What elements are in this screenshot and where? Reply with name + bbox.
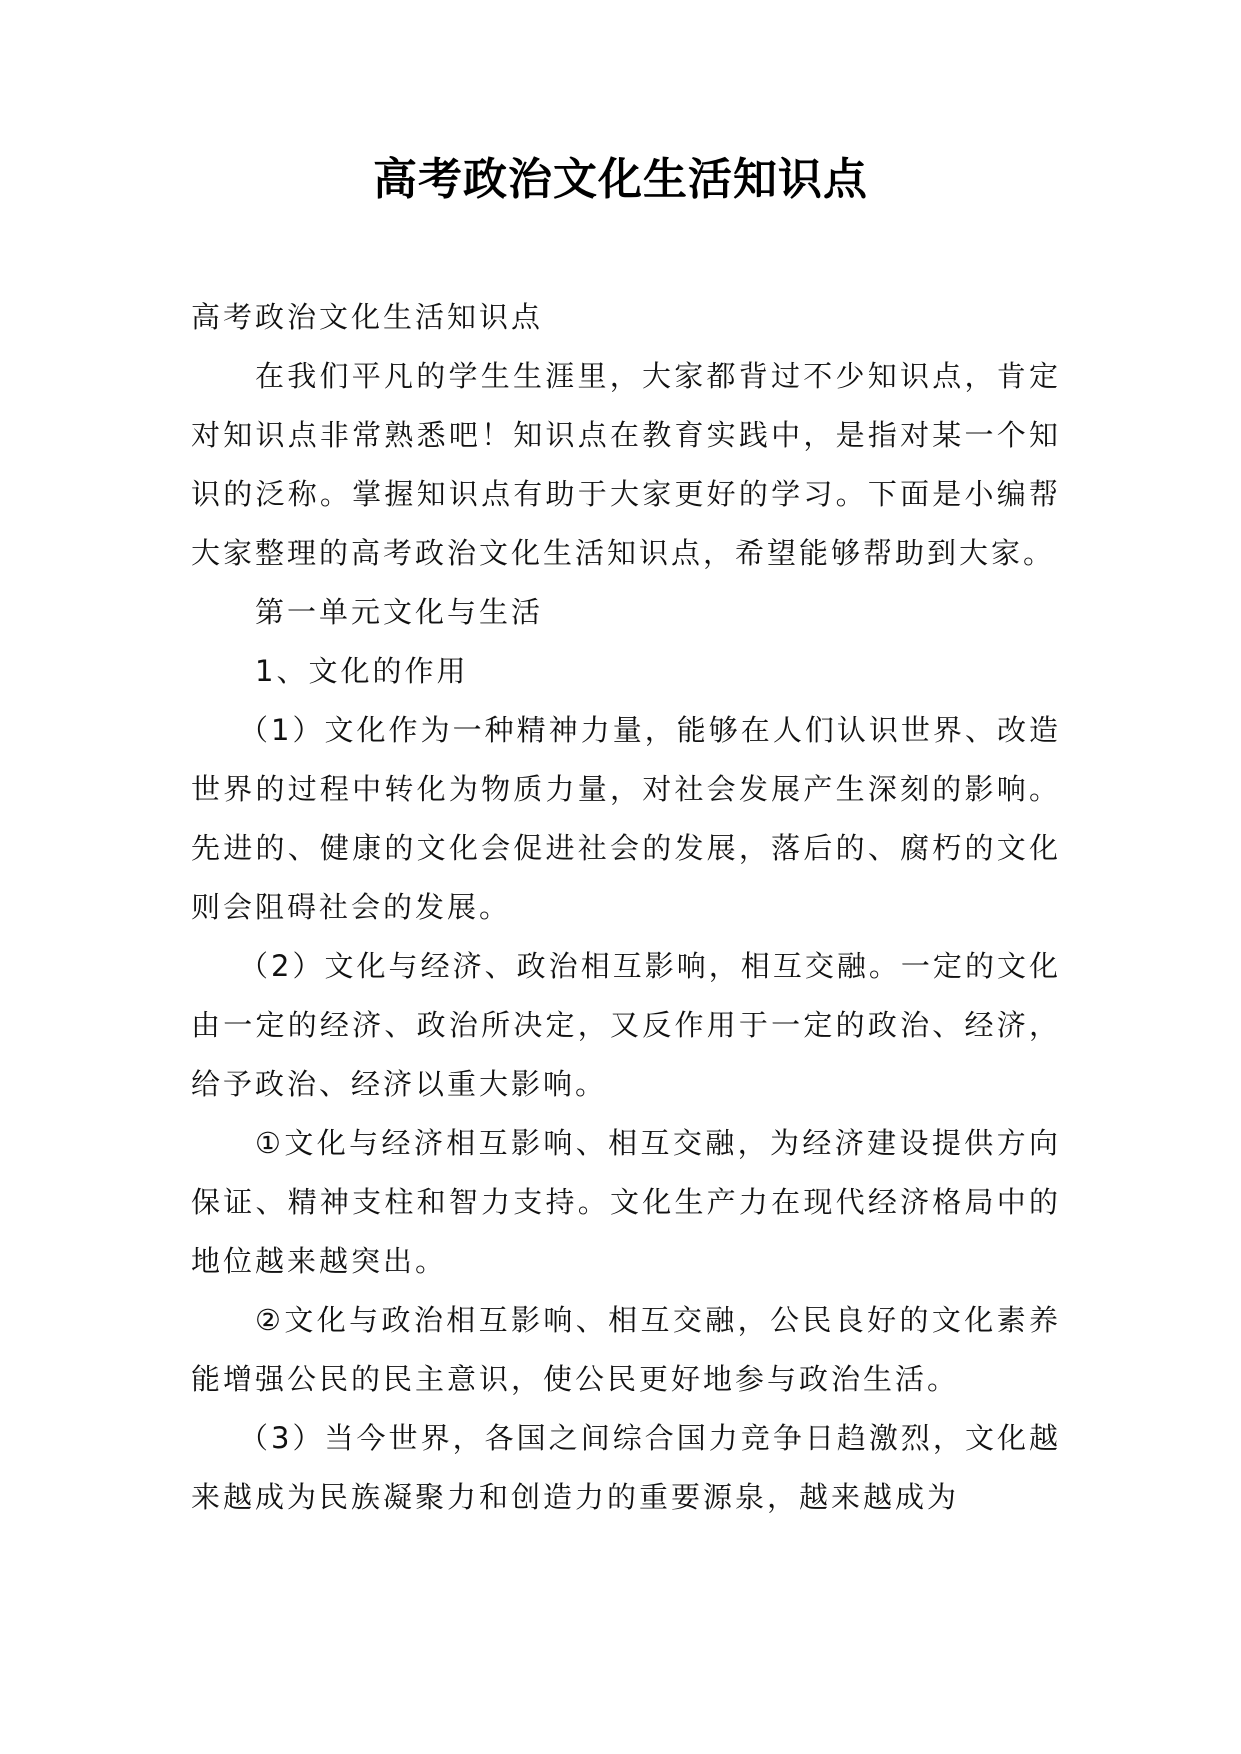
paragraph-point-2: （2）文化与经济、政治相互影响，相互交融。一定的文化由一定的经济、政治所决定，又反作用于一定的政治、经济，给予政治、经济以重大影响。	[191, 949, 1061, 1101]
paragraph-intro: 在我们平凡的学生生涯里，大家都背过不少知识点，肯定对知识点非常熟悉吧！知识点在教育实践中，是指对某一个知识的泛称。掌握知识点有助于大家更好的学习。下面是小编帮大家整理的高考政治文化生活知识点，希望能够帮助到大家。	[191, 359, 1061, 570]
subsection-heading: 1、文化的作用	[255, 654, 469, 688]
paragraph-subpoint-1: ①文化与经济相互影响、相互交融，为经济建设提供方向保证、精神支柱和智力支持。文化生产力在现代经济格局中的地位越来越突出。	[191, 1126, 1061, 1278]
paragraph-point-3: （3）当今世界，各国之间综合国力竞争日趋激烈，文化越来越成为民族凝聚力和创造力的重要源泉，越来越成为	[191, 1421, 1061, 1514]
paragraph-subpoint-2: ②文化与政治相互影响、相互交融，公民良好的文化素养能增强公民的民主意识，使公民更好地参与政治生活。	[191, 1303, 1061, 1396]
paragraph-point-1: （1）文化作为一种精神力量，能够在人们认识世界、改造世界的过程中转化为物质力量，对社会发展产生深刻的影响。先进的、健康的文化会促进社会的发展，落后的、腐朽的文化则会阻碍社会的发展。	[191, 713, 1061, 924]
document-body	[191, 288, 1061, 1527]
document-title: 高考政治文化生活知识点	[373, 154, 868, 205]
section-heading: 第一单元文化与生活	[255, 595, 544, 629]
paragraph-heading: 高考政治文化生活知识点	[191, 300, 544, 334]
